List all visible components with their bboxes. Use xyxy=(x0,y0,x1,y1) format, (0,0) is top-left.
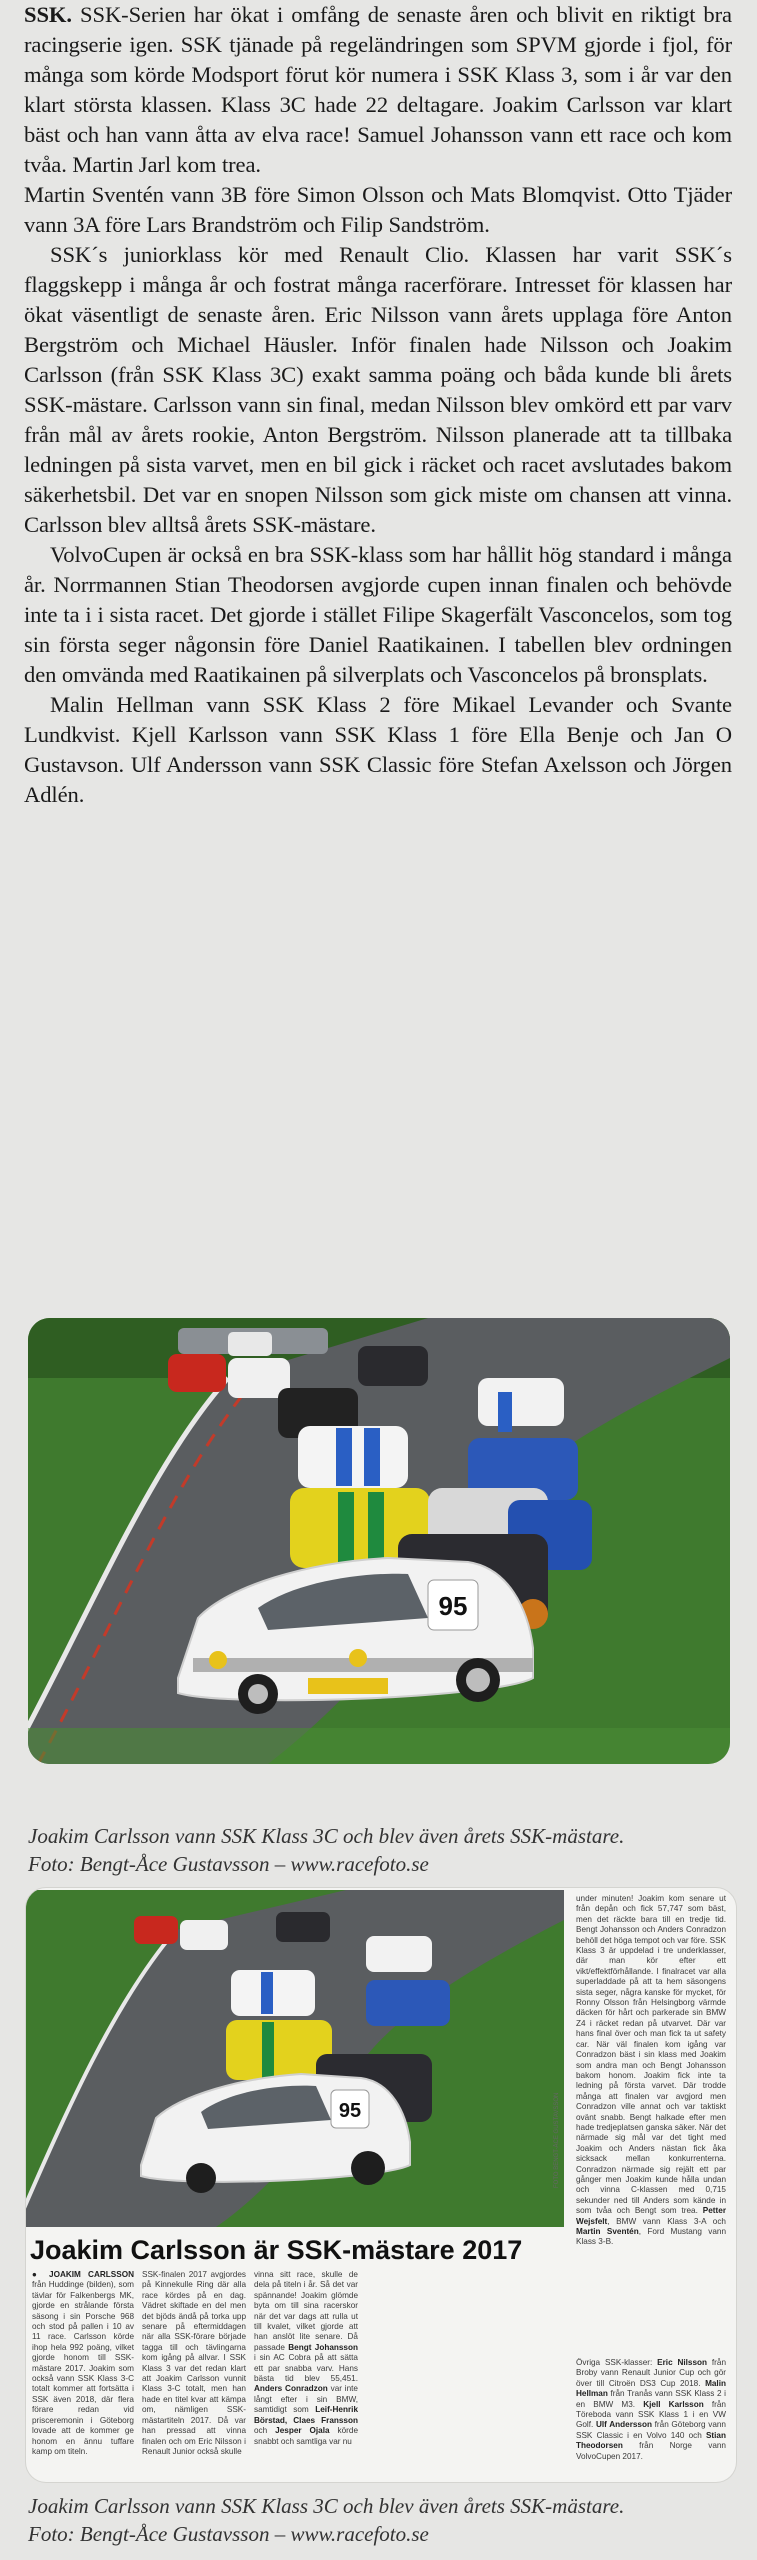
caption-text: Joakim Carlsson vann SSK Klass 3C och blev även årets SSK-mästare. xyxy=(28,1824,625,1848)
clipping-caption-text: Joakim Carlsson vann SSK Klass 3C och blev även årets SSK-mästare. xyxy=(28,2494,625,2518)
clipping-photo-illustration xyxy=(26,1890,564,2227)
caption-credit: Foto: Bengt-Åce Gustavsson – www.racefoto.se xyxy=(28,1852,429,1876)
clipping-caption-credit: Foto: Bengt-Åce Gustavsson – www.racefoto.se xyxy=(28,2522,429,2546)
article-body xyxy=(24,0,732,810)
clipping-photo xyxy=(26,1890,564,2227)
photo-caption xyxy=(28,1822,730,1878)
clipping-column-2: SSK-finalen 2017 avgjordes på Kinnekulle Ring där alla race kördes på en dag. Vädret skiftade en del men det bjöds ändå på torka upp senare på eftermiddagen när alla SSK-förare började tagga till och tävlingarna kom igång på allvar. I SSK Klass 3 var det redan klart att Joakim Carlsson vunnit Klass 3-C totalt, men han hade en titel kvar att kämpa om, nämligen SSK-mästartiteln 2017. Då var han pressad att vinna finalen och om Eric Nilsson i Renault Junior också skulle xyxy=(142,2270,246,2456)
clipping-headline: Joakim Carlsson är SSK-mästare 2017 xyxy=(30,2235,523,2265)
article-paragraph-4: VolvoCupen är också en bra SSK-klass som har hållit hög standard i många år. Norrmannen Stian Theodorsen avgjorde cupen innan finalen och behövde inte ta i i sista racet. Det gjorde i stället Filipe Skagerfält Vasconcelos, som tog sin första seger någonsin före Daniel Raatikainen. I tabellen blev ordningen den omvända med Raatikainen på silverplats och Vasconcelos på bronsplats. xyxy=(24,542,732,687)
article-paragraph-1: SSK. SSK-Serien har ökat i omfång de senaste åren och blivit en riktigt bra racingserie igen. SSK tjänade på regeländringen som SPVM gjorde i fjol, för många som körde Modsport förut kör numera i SSK Klass 3, som i år var den klart största klassen. Klass 3C hade 22 deltagare. Joakim Carlsson var klart bäst och han vann åtta av elva race! Samuel Johansson vann ett race och kom tvåa. Martin Jarl kom trea. xyxy=(24,2,732,177)
article-paragraph-3: SSK´s juniorklass kör med Renault Clio. Klassen har varit SSK´s flaggskepp i många år och fostrat många racerförare. Intresset för klassen har ökat väsentligt de senaste åren. Eric Nilsson vann årets upplaga före Anton Bergström och Michael Häusler. Inför finalen hade Nilsson och Joakim Carlsson (från SSK Klass 3C) exakt samma poäng och båda kunde bli årets SSK-mästare. Carlsson vann sin final, medan Nilsson blev omkörd ett par varv från mål av årets rookie, Anton Bergström. Nilsson planerade att ta tillbaka ledningen på sista varvet, men en bil gick i räcket och racet avslutades bakom säkerhetsbil. Det var en snopen Nilsson som gick miste om chansen att vinna. Carlsson blev alltså årets SSK-mästare. xyxy=(24,242,732,537)
clipping-column-4: under minuten! Joakim kom senare ut från depån och fick 57,747 som bäst, men det räckte bara till en tredje tid. Bengt Johansson och Anders Conradzon behöll det höga tempot och var före. SSK Klass 3 är uppdelad i tre underklasser, där man kör efter ett vikt/effektförhållande. I finalracet var alla superladdade på att ta hem säsongens sista seger, några kanske för mycket, för Ronny Olsson från Helsingborg värmde däcken för hårt och parkerade sin BMW Z4 i räcket redan på utvarvet. Där var hans final över och man fick ta ut safety car. När väl finalen kom igång var Conradzon bäst i sin klass med Joakim som andra man och Bengt Johansson bakom honom. Joakim fick inte ta ledning på första varvet. Där trodde många att finalen var avgjord men Conradzon ville annat och var taktiskt ovänt snabb. Bengt halkade efter men hade tredjeplatsen ganska säker. När det närmade sig mål var det tight med Joakim och Anders nästan fick åka sicksack mellan konkurrenterna. Conradzon närmade sig rejält ett par gånger men Joakim kunde hålla undan och vinna C-klassen med 0,715 sekunder ned till Anders som kände in som tvåa och Bengt som trea. Petter Wejsfelt, BMW vann Klass 3-A och Martin Sventén, Ford Mustang vann Klass 3-B. xyxy=(576,1894,727,2247)
section-lead-ssk: SSK. xyxy=(24,2,72,27)
article-paragraph-5: Malin Hellman vann SSK Klass 2 före Mikael Levander och Svante Lundkvist. Kjell Karlsson vann SSK Klass 1 före Ella Benje och Jan O Gustavson. Ulf Andersson vann SSK Classic före Stefan Axelsson och Jörgen Adlén. xyxy=(24,692,732,807)
clipping-car-number: 95 xyxy=(338,2100,362,2122)
race-photo xyxy=(28,1318,730,1764)
article-paragraph-2: Martin Sventén vann 3B före Simon Olsson och Mats Blomqvist. Otto Tjäder vann 3A före Lars Brandström och Filip Sandström. xyxy=(24,182,732,237)
newspaper-clipping xyxy=(26,1888,736,2482)
race-photo-illustration xyxy=(28,1318,730,1764)
clipping-column-5: Övriga SSK-klasser: Eric Nilsson från Broby vann Renault Junior Cup och gör över till Citroën DS3 Cup 2018. Malin Hellman från Tranås vann SSK Klass 2 i en BMW M3. Kjell Karlsson från Töreboda vann SSK Klass 1 i en VW Golf. Ulf Andersson från Göteborg vann SSK Classic i en Volvo 140 och Stian Theodorsen från Norge vann VolvoCupen 2017. xyxy=(576,2358,727,2461)
car-number: 95 xyxy=(438,1591,468,1621)
clipping-caption xyxy=(28,2492,730,2548)
clipping-column-1: ● JOAKIM CARLSSON från Huddinge (bilden), som tävlar för Falkenbergs MK, gjorde en strålande första säsong i sin Porsche 968 och stod på pallen i 10 av 11 race. Carlsson körde ihop hela 992 poäng, vilket gjorde honom till SSK-mästare 2017. Joakim som också vann SSK Klass 3-C totalt kommer att fortsätta i SSK även 2018, där flera förare redan vid prisceremonin i Göteborg lovade att de kommer ge honom en ännu tuffare kamp om titeln. xyxy=(32,2270,134,2456)
clipping-column-3: vinna sitt race, skulle de dela på titeln i år. Så det var spännande! Joakim glömde byta om till sina racerskor när det var dags att rulla ut till kvalet, vilket gjorde att han anslöt lite senare. Då passade Bengt Johansson i sin AC Cobra på att sätta ett par snabba varv. Hans bästa tid blev 55,451. Anders Conradzon var inte långt efter i sin BMW, samtidigt som Leif-Henrik Börstad, Claes Fransson och Jesper Ojala körde snabbt och samtliga var nu xyxy=(254,2270,359,2446)
clipping-photo-credit: FOTO BENGT-ÅCE GUSTAVSSON xyxy=(554,2092,560,2188)
